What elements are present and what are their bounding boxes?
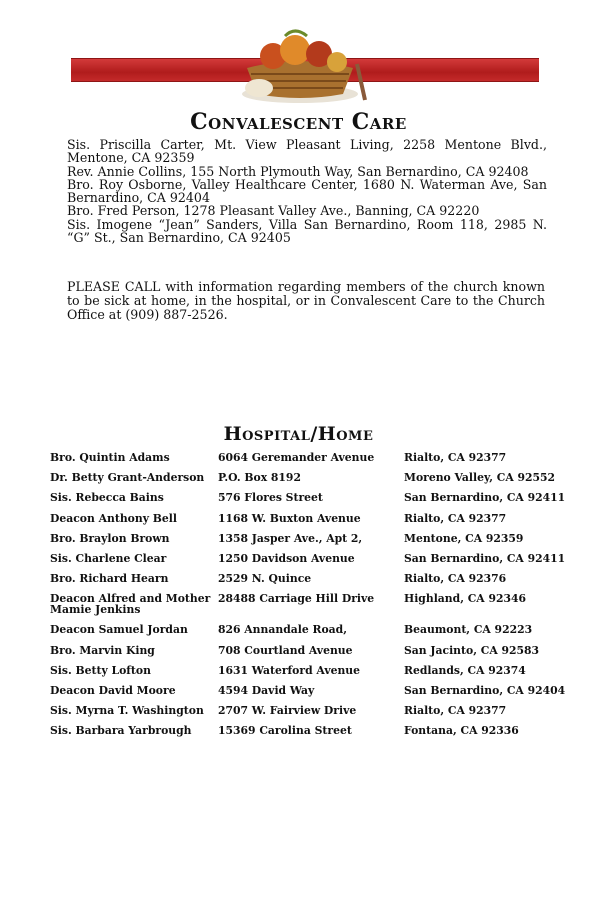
member-city: Mentone, CA 92359 (404, 531, 524, 545)
convalescent-entry: Bro. Roy Osborne, Valley Healthcare Center, 1680 N. Waterman Ave, San Bernardino, CA 92404 (67, 176, 547, 206)
table-row (50, 452, 574, 472)
member-name: Sis. Betty Lofton (50, 663, 151, 677)
table-row (50, 472, 574, 492)
member-city: Rialto, CA 92376 (404, 572, 507, 586)
table-row (50, 513, 574, 533)
member-name: Bro. Richard Hearn (50, 572, 169, 586)
table-row (50, 705, 574, 725)
member-name: Deacon David Moore (50, 683, 176, 697)
member-address: 2529 N. Quince (218, 572, 312, 586)
member-address: 15369 Carolina Street (218, 724, 352, 738)
table-row (50, 553, 574, 573)
member-city: San Bernardino, CA 92404 (404, 683, 566, 697)
member-address: 28488 Carriage Hill Drive (218, 592, 375, 606)
member-name: Sis. Myrna T. Washington (50, 704, 204, 718)
table-row (50, 533, 574, 553)
hospital-home-heading: Hospital/Home (223, 423, 374, 445)
convalescent-care-heading: Convalescent Care (190, 109, 407, 135)
member-name: Bro. Quintin Adams (50, 451, 170, 464)
member-address: 6064 Geremander Avenue (218, 451, 375, 464)
table-row (50, 725, 574, 745)
member-address: 2707 W. Fairview Drive (218, 704, 357, 718)
member-name: Sis. Rebecca Bains (50, 491, 164, 505)
member-name: Dr. Betty Grant-Anderson (50, 471, 205, 485)
member-name: Bro. Marvin King (50, 643, 155, 657)
convalescent-care-list (67, 138, 547, 244)
convalescent-entry: Sis. Imogene “Jean” Sanders, Villa San Bernardino, Room 118, 2985 N. “G” St., San Bernardino, CA 92405 (67, 216, 547, 246)
member-address: 826 Annandale Road, (218, 623, 347, 637)
member-name: Deacon Samuel Jordan (50, 623, 188, 637)
table-row (50, 593, 574, 624)
member-city: Redlands, CA 92374 (404, 663, 526, 677)
member-address: 576 Flores Street (218, 491, 323, 505)
convalescent-entry: Sis. Priscilla Carter, Mt. View Pleasant Living, 2258 Mentone Blvd., Mentone, CA 92359 (67, 137, 547, 166)
table-row (50, 645, 574, 665)
member-name: Sis. Charlene Clear (50, 551, 167, 565)
member-address: P.O. Box 8192 (218, 471, 301, 485)
member-city: Rialto, CA 92377 (404, 511, 507, 525)
table-row (50, 492, 574, 512)
table-row (50, 665, 574, 685)
member-city: Fontana, CA 92336 (404, 724, 519, 738)
hospital-home-table (50, 452, 574, 745)
member-name: Deacon Anthony Bell (50, 511, 177, 525)
table-row (50, 624, 574, 644)
cornucopia-basket-icon (225, 24, 375, 106)
call-notice: PLEASE CALL with information regarding members of the church known to be sick at home, in the hospital, or in Convalescent Care to the Church Office at (909) 887-2526. (67, 279, 545, 322)
member-address: 1250 Davidson Avenue (218, 551, 355, 565)
member-name: Deacon Alfred and Mother Mamie Jenkins (50, 592, 211, 617)
member-address: 1631 Waterford Avenue (218, 663, 361, 677)
member-city: Beaumont, CA 92223 (404, 623, 533, 637)
convalescent-entry: Bro. Fred Person, 1278 Pleasant Valley Ave., Banning, CA 92220 (67, 203, 480, 219)
member-city: Moreno Valley, CA 92552 (404, 471, 556, 485)
member-city: San Bernardino, CA 92411 (404, 491, 566, 505)
member-name: Sis. Barbara Yarbrough (50, 724, 192, 738)
member-city: San Jacinto, CA 92583 (404, 643, 540, 657)
table-row (50, 685, 574, 705)
convalescent-entry: Rev. Annie Collins, 155 North Plymouth Way, San Bernardino, CA 92408 (67, 163, 529, 179)
member-city: Rialto, CA 92377 (404, 451, 507, 464)
member-address: 1168 W. Buxton Avenue (218, 511, 361, 525)
table-row (50, 573, 574, 593)
member-city: San Bernardino, CA 92411 (404, 551, 566, 565)
member-city: Rialto, CA 92377 (404, 704, 507, 718)
member-address: 4594 David Way (218, 683, 315, 697)
member-name: Bro. Braylon Brown (50, 531, 170, 545)
member-address: 708 Courtland Avenue (218, 643, 353, 657)
member-city: Highland, CA 92346 (404, 592, 527, 606)
member-address: 1358 Jasper Ave., Apt 2, (218, 531, 363, 545)
